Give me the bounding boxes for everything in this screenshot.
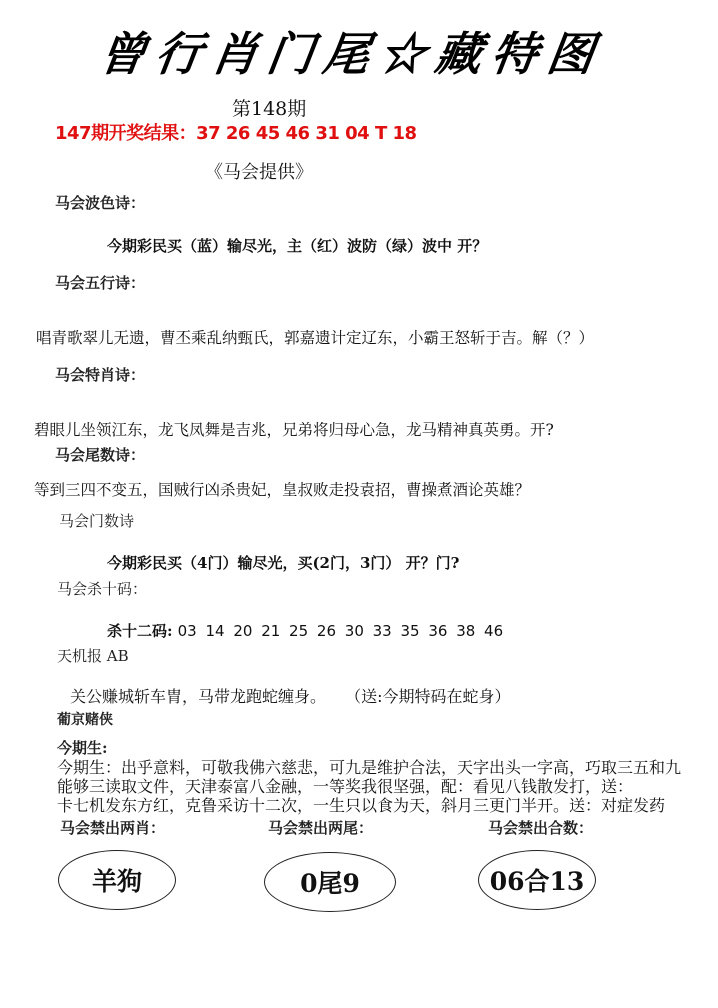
kill-prefix: 杀十二码:	[107, 622, 173, 640]
ban-tail-value: 0尾9	[300, 869, 360, 898]
wave-text: 今期彩民买（蓝）输尽光，主（红）波防（绿）波中 开？	[107, 237, 488, 255]
wave-label: 马会波色诗：	[55, 194, 146, 212]
today-label: 今期生:	[57, 739, 108, 757]
today-line-3: 卡七机发东方红，克鲁采访十二次，一生只以食为天，斜月三更门半开。送：对症发药	[57, 796, 666, 815]
tianji-note: （送:今期特码在蛇身）	[345, 687, 511, 706]
tianji-text: 关公赚城斩车胄，马带龙跑蛇缠身。	[70, 687, 327, 706]
tianji-label: 天机报 AB	[57, 647, 129, 665]
door-text: 今期彩民买（4门）输尽光，买(2门，3门） 开？门?	[107, 554, 460, 572]
ban-tail-oval	[264, 852, 396, 912]
ban-zodiac-value: 羊狗	[91, 867, 142, 896]
kill-row	[107, 620, 503, 641]
ban-sum-value: 06合13	[489, 867, 585, 896]
ban-zodiac-oval	[58, 850, 176, 910]
tianji-row	[70, 684, 511, 707]
kill-label: 马会杀十码：	[57, 580, 148, 598]
provided-by: 《马会提供》	[205, 162, 313, 183]
today-line-1: 今期生：出乎意料，可敬我佛六慈悲，可九是维护合法，天字出头一字高，巧取三五和九	[57, 758, 682, 777]
tail-text: 等到三四不变五，国贼行凶杀贵妃，皇叔败走投袁招，曹操煮酒论英雄？	[34, 481, 531, 499]
five-elements-label: 马会五行诗：	[55, 274, 146, 292]
zodiac-label: 马会特肖诗：	[55, 366, 146, 384]
ban-sum-oval	[478, 850, 596, 910]
zodiac-text: 碧眼儿坐领江东，龙飞凤舞是吉兆，兄弟将归母心急，龙马精神真英勇。开?	[34, 421, 554, 439]
pujing-label: 葡京赌侠	[57, 712, 113, 728]
ban-tail-label: 马会禁出两尾：	[268, 819, 374, 837]
today-line-2: 能够三读取文件，天津泰富八金融，一等奖我很坚强，配：看见八钱散发打，送：	[57, 777, 634, 796]
kill-numbers: 03 14 20 21 25 26 30 33 35 36 38 46	[177, 622, 504, 640]
door-label: 马会门数诗	[59, 512, 135, 530]
issue-number: 第148期	[232, 98, 307, 120]
draw-results: 147期开奖结果：37 26 45 46 31 04 T 18	[55, 123, 417, 144]
five-elements-text: 唱青歌翠儿无遗，曹丕乘乱纳甄氏，郭嘉遗计定辽东，小霸王怒斩于吉。解（？）	[36, 329, 595, 347]
page-title: 曾行肖门尾☆藏特图	[95, 27, 608, 81]
ban-zodiac-label: 马会禁出两肖：	[60, 819, 166, 837]
ban-sum-label: 马会禁出合数：	[488, 819, 594, 837]
tail-label: 马会尾数诗：	[55, 446, 146, 464]
